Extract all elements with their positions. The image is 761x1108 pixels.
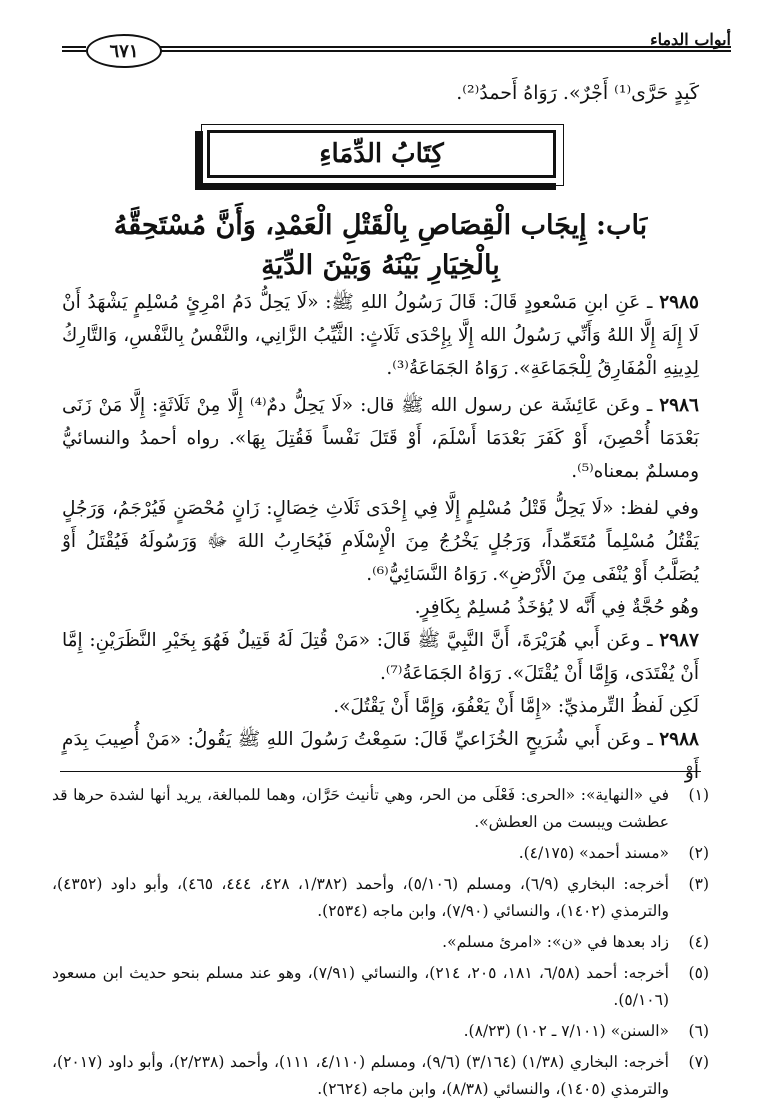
footnote-text: أخرجه: أحمد (٦/٥٨، ١٨١، ٢٠٥، ٢١٤)، والنسائي (٧/٩١)، وهو عند مسلم بنحو حديث ابن مسعود (٥/١٠٦).: [52, 964, 669, 1009]
footnote: [52, 840, 709, 867]
footnote: [52, 929, 709, 956]
hadith-2987: [62, 624, 699, 690]
footnote-number: (٥): [688, 964, 709, 982]
hadith-2986: [62, 389, 699, 488]
variant-wording: وفي لفظ: «لَا يَحِلُّ قَتْلُ مُسْلِمٍ إِلَّا فِي إِحْدَى ثَلَاثِ خِصَالٍ: زَانٍ مُحْصَنٍ فَيُرْجَمُ، وَرَجُلٍ يَقْتُلُ مُسْلِماً مُتَعَمِّداً، وَرَجُلٍ يَخْرُجُ مِنَ الْإِسْلَامِ فَيُحَارِبُ اللهَ ﷻ وَرَسُولَهُ فَيُقْتَلُ أَوْ يُصَلَّبُ أَوْ يُنْفَى مِنَ الْأَرْضِ». رَوَاهُ النَّسَائِيُّ⁽⁶⁾.: [62, 498, 699, 585]
hadith-text: ـ عَنِ ابنِ مَسْعودٍ قَالَ: قَالَ رَسُولُ اللهِ ﷺ: «لَا يَحِلُّ دَمُ امْرِئٍ مُسْلِمٍ يَشْهَدُ أَنْ لَا إِلَهَ إِلَّا اللهُ وَأَنِّي رَسُولُ الله إِلَّا بِإِحْدَى ثَلَاثٍ: الثَّيِّبُ الزَّانِي، والنَّفْسُ بِالنَّفْسِ، وَالتَّارِكُ لِدِينِهِ الْمُفَارِقُ لِلْجَمَاعَةِ». رَوَاهُ الجَمَاعَةُ⁽³⁾.: [62, 292, 699, 379]
footnote-number: (٢): [688, 844, 709, 862]
footnote: [52, 871, 709, 925]
footnote-number: (٦): [688, 1022, 709, 1040]
footnote-number: (٣): [688, 875, 709, 893]
hadith-text: ـ وعَن عَائِشَة عن رسول الله ﷺ قال: «لَا يَحِلُّ دمٌ⁽⁴⁾ إِلَّا مِنْ ثَلَاثَةٍ: إِلَّا مَنْ زَنَى بَعْدَمَا أُحْصِنَ، أَوْ كَفَرَ بَعْدَمَا أَسْلَمَ، أَوْ قَتَلَ نَفْساً فَقُتِلَ بِهَا». رواه أحمدُ والنسائيُّ ومسلمٌ بمعناه⁽⁵⁾.: [62, 395, 699, 482]
footnote-text: في «النهاية»: «الحرى: فَعْلَى من الحر، وهي تأنيث حَرَّان، وهما للمبالغة، يريد أنها لشدة حرها قد عطشت ويبست من العطش».: [52, 786, 669, 831]
hadith-text: ـ وعَن أَبي شُرَيحٍ الخُزَاعيِّ قَالَ: سَمِعْتُ رَسُولَ اللهِ ﷺ يَقُولُ: «مَنْ أُصِيبَ بِدَمٍ أَوْ: [62, 729, 699, 783]
footnotes: [52, 782, 709, 1107]
hadith-number: ٢٩٨٦: [659, 395, 699, 416]
footnote-text: أخرجه: البخاري (١/٣٨) (٣/١٦٤) (٩/٦)، ومسلم (٤/١١٠، ١١١)، وأحمد (٢/٢٣٨)، وأبو داود (٢٠١٧)، والترمذي (١٤٠٥)، والنسائي (٨/٣٨)، وابن ماجه (٢٦٢٤).: [52, 1053, 669, 1098]
footnote: [52, 960, 709, 1014]
footnote-number: (١): [688, 786, 709, 804]
footnote: [52, 1049, 709, 1103]
hadith-number: ٢٩٨٧: [659, 630, 699, 651]
header-rule-left: [62, 46, 86, 52]
footnote-text: أخرجه: البخاري (٦/٩)، ومسلم (٥/١٠٦)، وأحمد (١/٣٨٢، ٤٢٨، ٤٤٤، ٤٦٥)، وأبو داود (٤٣٥٢)، والترمذي (١٤٠٢)، والنسائي (٧/٩٠)، وابن ماجه (٢٥٣٤).: [52, 875, 669, 920]
footnote-text: «السنن» (٧/١٠١ ـ ١٠٢) (٨/٢٣).: [463, 1022, 669, 1040]
hadith-number: ٢٩٨٨: [659, 729, 699, 750]
footnote: [52, 1018, 709, 1045]
tirmidhi-wording: لَكِن لَفظُ التِّرمذيِّ: «إِمَّا أَنْ يَعْفُوَ، وَإِمَّا أَنْ يَقْتُلَ».: [333, 696, 699, 717]
hadith-2985: [62, 286, 699, 385]
footnote-separator: [60, 771, 701, 772]
continuation-line: كَبِدٍ حَرَّى⁽¹⁾ أَجْرٌ». رَوَاهُ أَحمدُ⁽²⁾.: [456, 82, 699, 104]
book-title: كِتَابُ الدِّمَاءِ: [207, 130, 556, 178]
hadith-text: ـ وعَن أَبي هُرَيْرَةَ، أَنَّ النَّبِيَّ ﷺ قَالَ: «مَنْ قُتِلَ لَهُ قَتِيلٌ فَهُوَ بِخَيْرِ النَّظَرَيْنِ: إِمَّا أَنْ يُفْتَدَى، وَإِمَّا أَنْ يُقْتَلَ». رَوَاهُ الجَمَاعَةُ⁽⁷⁾.: [62, 630, 699, 684]
footnote: [52, 782, 709, 836]
hadith-number: ٢٩٨٥: [659, 292, 699, 313]
hadith-2988: [62, 723, 699, 789]
footnote-text: زاد بعدها في «ن»: «امرئ مسلم».: [442, 933, 669, 951]
running-title: أبواب الدماء: [650, 30, 731, 49]
header-rule: [158, 46, 731, 52]
footnote-number: (٤): [688, 933, 709, 951]
footnote-text: «مسند أحمد» (٤/١٧٥).: [518, 844, 669, 862]
commentary-line: وهُو حُجَّةٌ فِي أَنَّه لا يُؤخَذُ مُسلِمٌ بِكَافِرٍ.: [414, 597, 699, 618]
page-number: ٦٧١: [86, 34, 162, 68]
footnote-number: (٧): [688, 1053, 709, 1071]
chapter-heading: بَاب: إِيجَاب الْقِصَاصِ بِالْقَتْلِ الْعَمْدِ، وَأَنَّ مُسْتَحِقَّهُ بِالْخِيَارِ بَيْنَهُ وَبَيْنَ الدِّيَةِ: [113, 210, 648, 281]
main-text: [62, 286, 699, 789]
